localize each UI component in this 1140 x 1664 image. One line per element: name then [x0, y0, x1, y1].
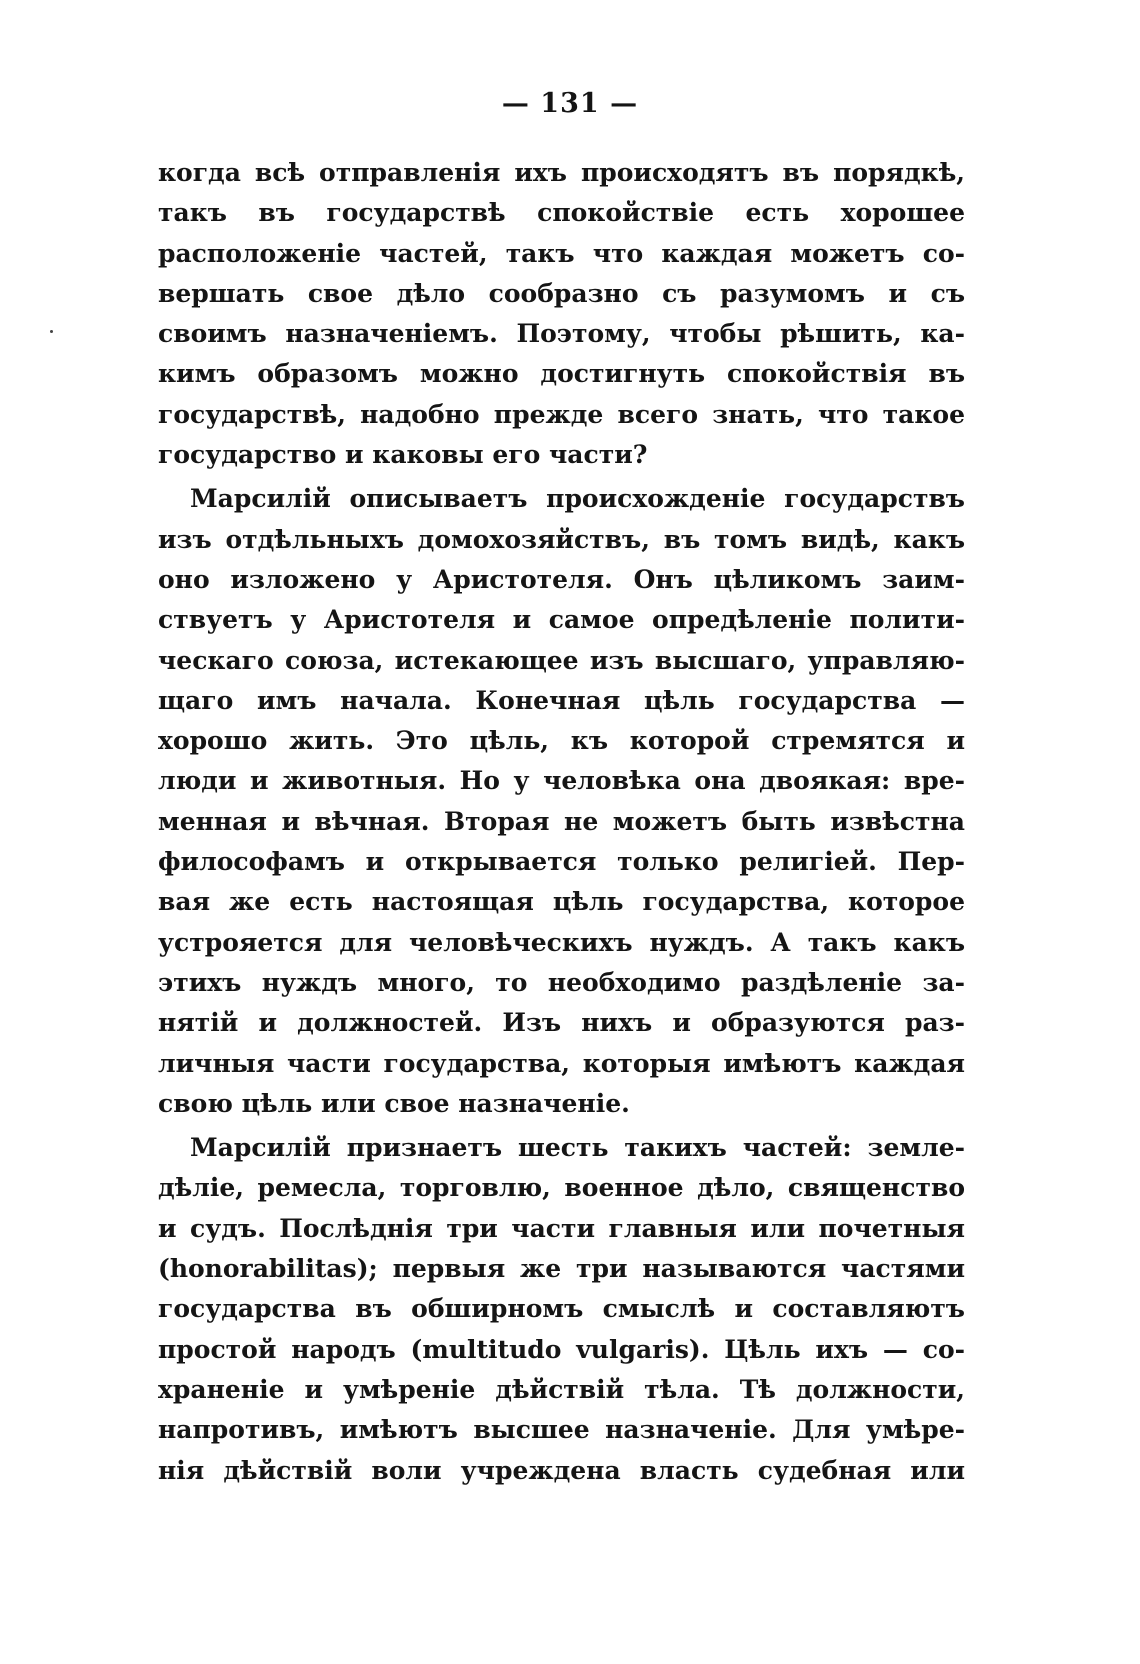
- text-line: такъ въ государствѣ спокойствіе есть хорошее: [158, 198, 965, 228]
- text-line: Марсилій описываетъ происхожденіе государствъ: [190, 484, 965, 514]
- text-line: личныя части государства, которыя имѣютъ каждая: [158, 1048, 965, 1078]
- text-line: изъ отдѣльныхъ домохозяйствъ, въ томъ видѣ, какъ: [158, 524, 965, 554]
- text-line: хорошо жить. Это цѣль, къ которой стремятся и: [158, 726, 965, 756]
- text-line: напротивъ, имѣютъ высшее назначеніе. Для умѣре-: [158, 1415, 965, 1445]
- text-line: оно изложено у Аристотеля. Онъ цѣликомъ заим-: [158, 564, 965, 594]
- text-line: государствѣ, надобно прежде всего знать, что такое: [158, 399, 965, 429]
- text-line: Марсилій признаетъ шесть такихъ частей: земле-: [190, 1133, 965, 1163]
- text-line: щаго имъ начала. Конечная цѣль государства —: [158, 685, 965, 715]
- text-line: государство и каковы его части?: [158, 440, 648, 470]
- text-line: свою цѣль или свое назначеніе.: [158, 1088, 630, 1118]
- body-text: [158, 153, 965, 1491]
- text-line: ческаго союза, истекающее изъ высшаго, управляю-: [158, 645, 965, 675]
- text-line: люди и животныя. Но у человѣка она двоякая: вре-: [158, 766, 965, 796]
- text-line: храненіе и умѣреніе дѣйствій тѣла. Тѣ должности,: [158, 1374, 965, 1404]
- text-line: устрояется для человѣческихъ нуждъ. А такъ какъ: [158, 927, 965, 957]
- text-line: дѣліе, ремесла, торговлю, военное дѣло, священство: [158, 1173, 965, 1203]
- text-line: государства въ обширномъ смыслѣ и составляютъ: [158, 1294, 965, 1324]
- text-line: нятій и должностей. Изъ нихъ и образуются раз-: [158, 1008, 965, 1038]
- page-number: — 131 —: [501, 88, 639, 119]
- text-line: простой народъ (multitudo vulgaris). Цѣль ихъ — со-: [158, 1334, 965, 1364]
- text-line: философамъ и открывается только религіей. Пер-: [158, 847, 965, 877]
- text-line: расположеніе частей, такъ что каждая можетъ со-: [158, 238, 965, 268]
- text-line: нія дѣйствій воли учреждена власть судебная или: [158, 1455, 965, 1485]
- text-line: когда всѣ отправленія ихъ происходятъ въ порядкѣ,: [158, 158, 965, 187]
- text-line: кимъ образомъ можно достигнуть спокойствія въ: [158, 359, 965, 389]
- paragraph-1: [158, 153, 965, 475]
- text-line: ствуетъ у Аристотеля и самое опредѣленіе полити-: [158, 605, 965, 635]
- text-line: менная и вѣчная. Вторая не можетъ быть извѣстна: [158, 806, 965, 836]
- text-line: своимъ назначеніемъ. Поэтому, чтобы рѣшить, ка-: [158, 319, 965, 349]
- text-line: и судъ. Послѣднія три части главныя или почетныя: [158, 1213, 965, 1243]
- text-line: этихъ нуждъ много, то необходимо раздѣленіе за-: [158, 967, 965, 997]
- text-line: вая же есть настоящая цѣль государства, которое: [158, 887, 965, 917]
- scan-speck: [50, 330, 53, 333]
- text-line: (honorabilitas); первыя же три называются частями: [158, 1254, 965, 1284]
- text-line: вершать свое дѣло сообразно съ разумомъ и съ: [158, 278, 965, 308]
- paragraph-3: [158, 1128, 965, 1491]
- paragraph-2: [158, 479, 965, 1124]
